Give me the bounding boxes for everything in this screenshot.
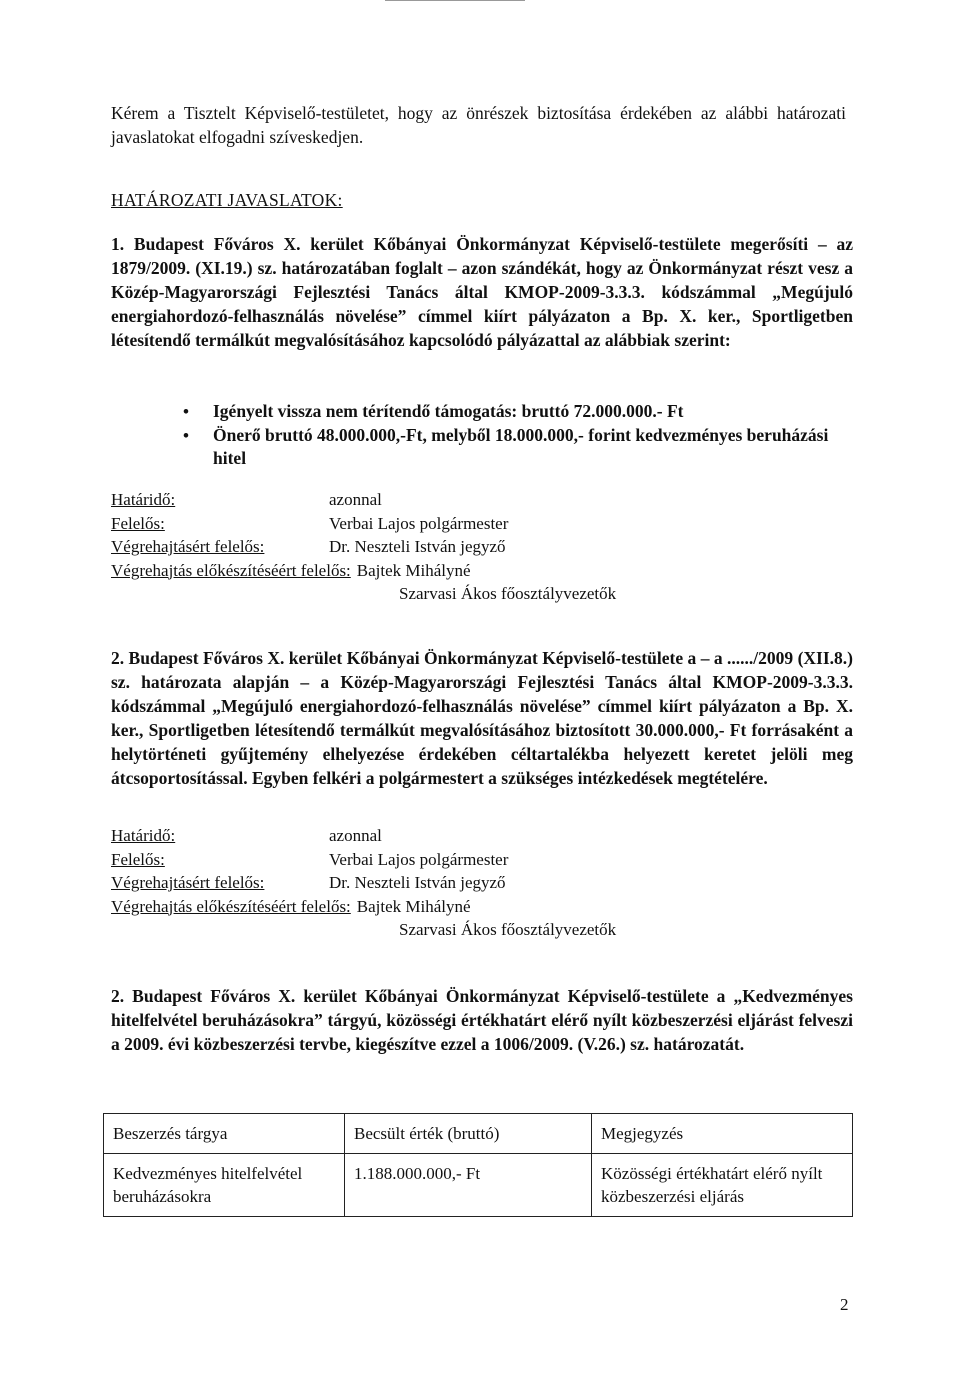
resolution-1-text: 1. Budapest Főváros X. kerület Kőbányai Önkormányzat Képviselő-testülete megerősíti – az 1879/2009. (XI.19.) sz. határozatában foglalt – azon szándékát, hogy az Önkormányzat részt vesz a Közép-Magyarországi Fejlesztési Tanács által KMOP-2009-3.3.3. kódszámmal „Megújuló energiahordozó-felhasználás növelése” címmel kiírt pályázaton a Bp. X. ker., Sportligetben létesítendő termálkút megvalósításához kapcsolódó pályázattal az alábbiak szerint: (111, 234, 853, 350)
execution-label: Végrehajtásért felelős: (111, 537, 265, 556)
table-header-row (104, 1114, 853, 1154)
preparation-label: Végrehajtás előkészítéséért felelős: (111, 896, 351, 916)
resolution-3-text: 2. Budapest Főváros X. kerület Kőbányai Önkormányzat Képviselő-testülete a „Kedvezményes hitelfelvétel beruházásokra” tárgyú, közösségi értékhatárt elérő nyílt közbeszerzési eljárást felveszi a 2009. évi közbeszerzési tervbe, kiegészítve ezzel a 1006/2009. (V.26.) sz. határozatát. (111, 986, 853, 1054)
table-cell-note: Közösségi értékhatárt elérő nyílt közbeszerzési eljárás (592, 1154, 853, 1217)
responsibility-block-1 (111, 488, 871, 606)
top-rule (385, 0, 525, 1)
deadline-value: azonnal (329, 826, 382, 845)
proposals-heading: HATÁROZATI JAVASLATOK: (111, 190, 343, 210)
procurement-table (103, 1113, 853, 1217)
funding-item-own-contribution: • Önerő bruttó 48.000.000,-Ft, melyből 18.000.000,- forint kedvezményes beruházási hitel (195, 424, 855, 471)
table-header-cell: Megjegyzés (592, 1114, 853, 1154)
preparation-label: Végrehajtás előkészítéséért felelős: (111, 560, 351, 580)
intro-text: Kérem a Tisztelt Képviselő-testületet, hogy az önrészek biztosítása érdekében az alábbi határozati javaslatokat elfogadni szíveskedjen. (111, 103, 846, 147)
execution-value: Dr. Neszteli István jegyző (329, 537, 506, 556)
responsible-label: Felelős: (111, 513, 165, 533)
execution-value: Dr. Neszteli István jegyző (329, 873, 506, 892)
deadline-label: Határidő: (111, 490, 176, 509)
preparation-value-2: Szarvasi Ákos főosztályvezetők (399, 920, 617, 939)
execution-label: Végrehajtásért felelős: (111, 873, 265, 892)
preparation-value: Bajtek Mihályné (356, 560, 471, 580)
table-header-cell: Beszerzés tárgya (104, 1114, 345, 1154)
preparation-value-2: Szarvasi Ákos főosztályvezetők (399, 584, 617, 603)
responsible-value: Verbai Lajos polgármester (329, 849, 509, 869)
page-number: 2 (840, 1295, 849, 1314)
responsibility-block-2 (111, 824, 871, 942)
table-row (104, 1154, 853, 1217)
resolution-2-text: 2. Budapest Főváros X. kerület Kőbányai Önkormányzat Képviselő-testülete a – a ....../2009 (XII.8.) sz. határozata alapján – a Közép-Magyarországi Fejlesztési Tanács által KMOP-2009-3.3.3. kódszámmal „Megújuló energiahordozó-felhasználás növelése” címmel kiírt pályázaton a Bp. X. ker., Sportligetben létesítendő termálkút megvalósításához biztosított 30.000.000,- Ft forrásaként a helytörténeti gyűjtemény elhelyezése érdekében céltartalékba helyezett keretet jelöli meg átcsoportosítással. Egyben felkéri a polgármestert a szükséges intézkedések megtételére. (111, 648, 853, 788)
table-cell-subject: Kedvezményes hitelfelvétel beruházásokra (104, 1154, 345, 1217)
deadline-label: Határidő: (111, 826, 176, 845)
responsible-label: Felelős: (111, 849, 165, 869)
deadline-value: azonnal (329, 490, 382, 509)
responsible-value: Verbai Lajos polgármester (329, 513, 509, 533)
table-header-cell: Becsült érték (bruttó) (345, 1114, 592, 1154)
funding-item-grant: • Igényelt vissza nem térítendő támogatás: bruttó 72.000.000.- Ft (195, 400, 855, 424)
funding-list (195, 400, 855, 471)
preparation-value: Bajtek Mihályné (356, 896, 471, 916)
table-cell-value: 1.188.000.000,- Ft (345, 1154, 592, 1217)
